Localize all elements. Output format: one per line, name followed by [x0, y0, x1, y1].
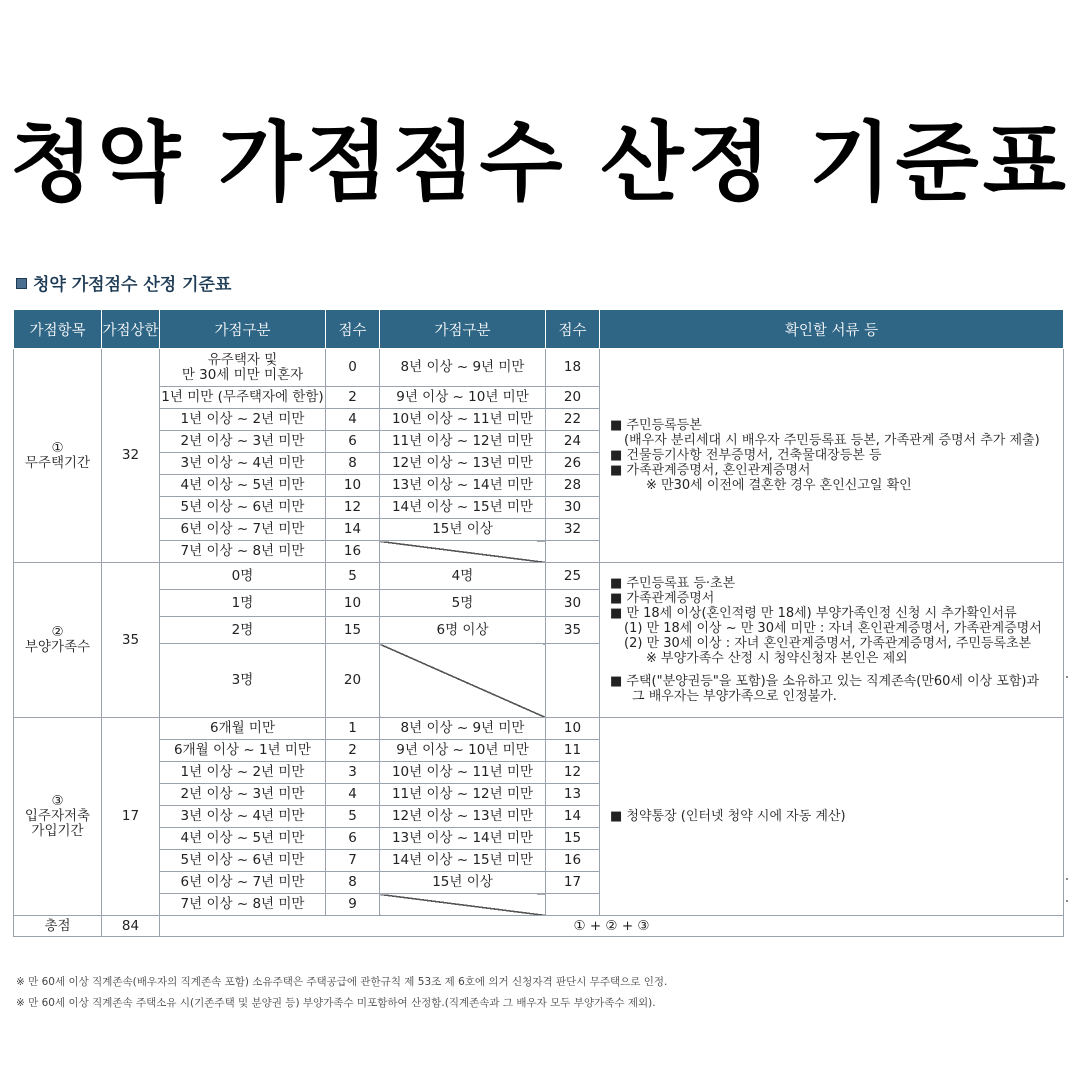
- score-cell: 24: [546, 431, 600, 453]
- criteria-cell: 3년 이상 ~ 4년 미만: [160, 453, 326, 475]
- score-cell: 4: [326, 784, 380, 806]
- empty-score-cell: [546, 894, 600, 916]
- total-label: 총점: [14, 916, 102, 937]
- score-cell: 15: [326, 617, 380, 644]
- score-cell: 10: [326, 475, 380, 497]
- header-category: 가점구분: [160, 310, 326, 349]
- criteria-cell: 9년 이상 ~ 10년 미만: [380, 387, 546, 409]
- score-cell: 20: [326, 644, 380, 718]
- score-cell: 6: [326, 828, 380, 850]
- criteria-cell: 11년 이상 ~ 12년 미만: [380, 431, 546, 453]
- criteria-cell: 8년 이상 ~ 9년 미만: [380, 349, 546, 387]
- section-name: [14, 718, 102, 916]
- criteria-cell: 1년 이상 ~ 2년 미만: [160, 409, 326, 431]
- table-title-text: 청약 가점점수 산정 기준표: [33, 275, 232, 295]
- criteria-cell: 4년 이상 ~ 5년 미만: [160, 828, 326, 850]
- criteria-cell: 12년 이상 ~ 13년 미만: [380, 453, 546, 475]
- score-cell: 28: [546, 475, 600, 497]
- criteria-cell: 2명: [160, 617, 326, 644]
- section-max-score: 32: [102, 349, 160, 563]
- score-cell: 2: [326, 387, 380, 409]
- score-cell: 8: [326, 453, 380, 475]
- document-line: 그 배우자는 부양가족으로 인정불가.: [632, 689, 837, 704]
- footnote: ※ 만 60세 이상 직계존속 주택소유 시(기존주택 및 분양권 등) 부양가족수 미포함하여 산정함.(직계존속과 그 배우자 모두 부양가족수 제외).: [16, 997, 656, 1009]
- score-cell: 16: [546, 850, 600, 872]
- score-cell: 30: [546, 590, 600, 617]
- score-cell: 4: [326, 409, 380, 431]
- document-line: ■ 가족관계증명서: [610, 591, 715, 606]
- score-cell: 12: [326, 497, 380, 519]
- criteria-cell: 14년 이상 ~ 15년 미만: [380, 850, 546, 872]
- total-max-score: 84: [102, 916, 160, 937]
- criteria-cell: 1년 이상 ~ 2년 미만: [160, 762, 326, 784]
- score-cell: 8: [326, 872, 380, 894]
- score-cell: 26: [546, 453, 600, 475]
- section-number: ③: [51, 793, 64, 809]
- footnote: ※ 만 60세 이상 직계존속(배우자의 직계존속 포함) 소유주택은 주택공급에 관한규칙 제 53조 제 6호에 의거 신청자격 판단시 무주택으로 인정.: [16, 976, 668, 988]
- document-line: ■ 주민등록등본: [610, 418, 702, 433]
- criteria-cell: 6명 이상: [380, 617, 546, 644]
- criteria-cell: 1년 미만 (무주택자에 한함): [160, 387, 326, 409]
- header-category-2: 가점구분: [380, 310, 546, 349]
- criteria-cell: 8년 이상 ~ 9년 미만: [380, 718, 546, 740]
- criteria-cell: 6년 이상 ~ 7년 미만: [160, 519, 326, 541]
- score-cell: 30: [546, 497, 600, 519]
- score-cell: 10: [326, 590, 380, 617]
- empty-slash-cell: [380, 644, 546, 718]
- document-line: (1) 만 18세 이상 ~ 만 30세 미만 : 자녀 혼인관계증명서, 가족관계증명서: [624, 621, 1042, 636]
- score-cell: 3: [326, 762, 380, 784]
- page-title: 청약 가점점수 산정 기준표: [10, 113, 1070, 213]
- empty-score-cell: [546, 644, 600, 718]
- criteria-cell: 유주택자 및 만 30세 미만 미혼자: [160, 349, 326, 387]
- section-max-score: 35: [102, 563, 160, 718]
- score-cell: 25: [546, 563, 600, 590]
- score-cell: 35: [546, 617, 600, 644]
- criteria-cell: 6년 이상 ~ 7년 미만: [160, 872, 326, 894]
- section-label: 부양가족수: [24, 639, 91, 655]
- score-cell: 1: [326, 718, 380, 740]
- edge-mark: [1066, 878, 1068, 880]
- document-line: ※ 만30세 이전에 결혼한 경우 혼인신고일 확인: [646, 478, 912, 493]
- section-label: 입주자저축 가입기간: [24, 808, 91, 839]
- criteria-cell: 2년 이상 ~ 3년 미만: [160, 784, 326, 806]
- empty-score-cell: [546, 541, 600, 563]
- score-cell: 10: [546, 718, 600, 740]
- edge-mark: [1066, 900, 1068, 902]
- square-bullet-icon: [16, 278, 27, 289]
- footnotes: [16, 972, 667, 1014]
- criteria-cell: 4년 이상 ~ 5년 미만: [160, 475, 326, 497]
- total-formula: ① + ② + ③: [160, 916, 1064, 937]
- criteria-cell: 5년 이상 ~ 6년 미만: [160, 850, 326, 872]
- criteria-cell: 7년 이상 ~ 8년 미만: [160, 541, 326, 563]
- header-score: 점수: [326, 310, 380, 349]
- documents-cell: [600, 718, 1064, 916]
- documents-cell: [600, 563, 1064, 718]
- score-cell: 22: [546, 409, 600, 431]
- score-cell: 13: [546, 784, 600, 806]
- score-cell: 5: [326, 563, 380, 590]
- score-cell: 18: [546, 349, 600, 387]
- score-cell: 32: [546, 519, 600, 541]
- document-line: ■ 주택("분양권등"을 포함)을 소유하고 있는 직계존속(만60세 이상 포함)과: [610, 674, 1040, 689]
- criteria-cell: 6개월 미만: [160, 718, 326, 740]
- section-number: ①: [51, 439, 64, 456]
- criteria-cell: 7년 이상 ~ 8년 미만: [160, 894, 326, 916]
- empty-slash-cell: [380, 541, 546, 563]
- table-row: [14, 349, 1064, 387]
- header-item: 가점항목: [14, 310, 102, 349]
- table-row: [14, 718, 1064, 740]
- edge-mark: [1066, 676, 1068, 678]
- documents-cell: [600, 349, 1064, 563]
- section-name: [14, 563, 102, 718]
- document-line: ※ 부양가족수 산정 시 청약신청자 본인은 제외: [646, 651, 908, 666]
- criteria-cell: 5년 이상 ~ 6년 미만: [160, 497, 326, 519]
- score-cell: 12: [546, 762, 600, 784]
- criteria-cell: 1명: [160, 590, 326, 617]
- total-row: [14, 916, 1064, 937]
- header-row: [14, 310, 1064, 349]
- document-line: ■ 청약통장 (인터넷 청약 시에 자동 계산): [610, 809, 846, 824]
- table-row: [14, 563, 1064, 590]
- criteria-cell: 11년 이상 ~ 12년 미만: [380, 784, 546, 806]
- score-cell: 9: [326, 894, 380, 916]
- header-documents: 확인할 서류 등: [600, 310, 1064, 349]
- section-number: ②: [51, 624, 64, 640]
- criteria-cell: 10년 이상 ~ 11년 미만: [380, 409, 546, 431]
- criteria-cell: 13년 이상 ~ 14년 미만: [380, 475, 546, 497]
- score-cell: 0: [326, 349, 380, 387]
- document-line: ■ 건물등기사항 전부증명서, 건축물대장등본 등: [610, 448, 882, 463]
- document-line: ■ 주민등록표 등·초본: [610, 576, 736, 591]
- score-cell: 11: [546, 740, 600, 762]
- score-cell: 20: [546, 387, 600, 409]
- score-cell: 17: [546, 872, 600, 894]
- criteria-cell: 2년 이상 ~ 3년 미만: [160, 431, 326, 453]
- score-cell: 14: [546, 806, 600, 828]
- section-label: 무주택기간: [24, 454, 91, 471]
- document-line: ■ 가족관계증명서, 혼인관계증명서: [610, 463, 811, 478]
- criteria-cell: 5명: [380, 590, 546, 617]
- criteria-cell: 4명: [380, 563, 546, 590]
- criteria-cell: 13년 이상 ~ 14년 미만: [380, 828, 546, 850]
- criteria-cell: 3명: [160, 644, 326, 718]
- criteria-cell: 14년 이상 ~ 15년 미만: [380, 497, 546, 519]
- table-title: [16, 270, 231, 295]
- header-score-2: 점수: [546, 310, 600, 349]
- section-name: [14, 349, 102, 563]
- score-cell: 14: [326, 519, 380, 541]
- document-line: ■ 만 18세 이상(혼인적령 만 18세) 부양가족인정 신청 시 추가확인서류: [610, 606, 1017, 621]
- score-cell: 15: [546, 828, 600, 850]
- criteria-cell: 15년 이상: [380, 519, 546, 541]
- criteria-cell: 10년 이상 ~ 11년 미만: [380, 762, 546, 784]
- score-cell: 7: [326, 850, 380, 872]
- document-line: (배우자 분리세대 시 배우자 주민등록표 등본, 가족관계 증명서 추가 제출): [624, 433, 1040, 448]
- criteria-cell: 0명: [160, 563, 326, 590]
- score-cell: 6: [326, 431, 380, 453]
- criteria-cell: 3년 이상 ~ 4년 미만: [160, 806, 326, 828]
- section-max-score: 17: [102, 718, 160, 916]
- criteria-cell: 12년 이상 ~ 13년 미만: [380, 806, 546, 828]
- criteria-cell: 15년 이상: [380, 872, 546, 894]
- score-cell: 2: [326, 740, 380, 762]
- score-cell: 16: [326, 541, 380, 563]
- score-cell: 5: [326, 806, 380, 828]
- score-criteria-table: [13, 309, 1064, 937]
- document-line: (2) 만 30세 이상 : 자녀 혼인관계증명서, 가족관계증명서, 주민등록초본: [624, 636, 1032, 651]
- criteria-cell: 6개월 이상 ~ 1년 미만: [160, 740, 326, 762]
- criteria-cell: 9년 이상 ~ 10년 미만: [380, 740, 546, 762]
- empty-slash-cell: [380, 894, 546, 916]
- header-max: 가점상한: [102, 310, 160, 349]
